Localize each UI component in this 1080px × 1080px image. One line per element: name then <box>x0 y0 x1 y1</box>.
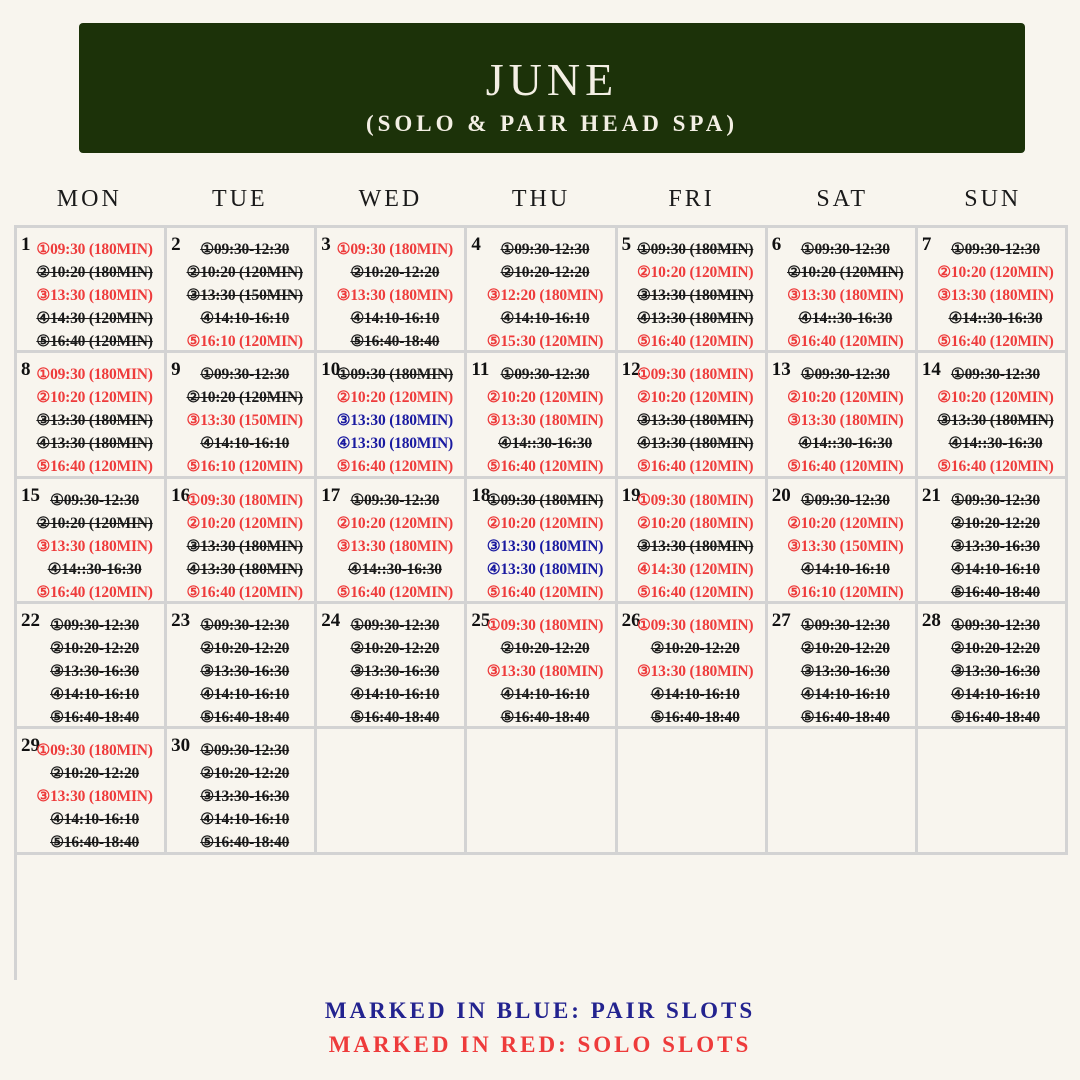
slot-list <box>27 363 162 478</box>
slot-list <box>778 238 913 353</box>
slot-list <box>27 238 162 353</box>
solo-slot: ⑤16:40 (120MIN) <box>36 458 153 476</box>
booked-slot: ①09:30-12:30 <box>800 617 890 634</box>
day-cell <box>467 604 617 729</box>
booked-slot: ④14:10-16:10 <box>200 310 290 327</box>
solo-slot: ⑤16:40 (120MIN) <box>486 583 604 601</box>
day-number: 6 <box>771 234 782 255</box>
solo-slot: ⑤16:40 (120MIN) <box>336 583 454 601</box>
booked-slot: ②10:20 (120MIN) <box>186 264 303 281</box>
solo-slot: ④14:30 (120MIN) <box>636 560 754 578</box>
slot-list <box>27 614 162 729</box>
booked-slot: ④14:10-16:10 <box>950 686 1040 703</box>
day-cell <box>618 604 768 729</box>
slot-list <box>778 489 913 604</box>
booked-slot: ④14::30-16:30 <box>798 310 893 327</box>
day-number: 19 <box>621 484 641 506</box>
day-number: 29 <box>21 735 40 757</box>
booked-slot: ④14:10-16:10 <box>650 686 740 703</box>
solo-slot: ②10:20 (120MIN) <box>636 264 754 281</box>
header-banner <box>79 23 1025 153</box>
booked-slot: ④13:30 (180MIN) <box>36 435 153 453</box>
day-cell <box>167 228 317 353</box>
slot-list <box>327 238 462 353</box>
booked-slot: ④14:10-16:10 <box>800 686 890 703</box>
booked-slot: ②10:20-12:20 <box>950 514 1040 532</box>
solo-slot: ③13:30 (150MIN) <box>787 537 904 555</box>
booked-slot: ②10:20-12:20 <box>200 765 290 783</box>
booked-slot: ①09:30-12:30 <box>950 366 1040 384</box>
booked-slot: ③13:30 (150MIN) <box>186 287 303 304</box>
day-number: 22 <box>21 610 40 631</box>
booked-slot: ②10:20-12:20 <box>50 640 140 657</box>
booked-slot: ④14:10-16:10 <box>500 686 590 703</box>
weekday-sat: SAT <box>816 186 869 212</box>
solo-slot: ①09:30 (180MIN) <box>36 366 153 384</box>
booked-slot: ②10:20-12:20 <box>500 264 590 281</box>
day-number: 8 <box>21 359 31 381</box>
day-number: 14 <box>921 359 941 381</box>
solo-slot: ③12:20 (180MIN) <box>486 287 604 304</box>
booked-slot: ②10:20 (120MIN) <box>787 264 904 281</box>
solo-slot: ③13:30 (180MIN) <box>486 412 604 430</box>
day-cell <box>768 353 918 478</box>
slot-list <box>177 489 312 604</box>
weekday-thu: THU <box>511 186 571 212</box>
slot-list <box>177 614 312 729</box>
booked-slot: ④14::30-16:30 <box>498 435 592 453</box>
day-cell <box>167 353 317 478</box>
booked-slot: ①09:30-12:30 <box>950 241 1040 258</box>
booked-slot: ⑤16:40-18:40 <box>950 709 1040 726</box>
booked-slot: ③13:30 (180MIN) <box>636 412 754 430</box>
solo-slot: ②10:20 (120MIN) <box>486 514 604 532</box>
solo-slot: ②10:20 (120MIN) <box>336 514 454 532</box>
solo-slot: ⑤16:40 (120MIN) <box>787 333 904 350</box>
calendar-grid <box>14 225 1068 980</box>
day-cell <box>167 479 317 604</box>
booked-slot: ②10:20-12:20 <box>350 264 440 281</box>
booked-slot: ①09:30 (180MIN) <box>336 366 454 384</box>
solo-slot: ③13:30 (180MIN) <box>636 663 754 680</box>
slot-list <box>628 238 763 353</box>
weekday-fri: FRI <box>668 186 715 212</box>
slot-list <box>27 489 162 604</box>
solo-slot: ③13:30 (180MIN) <box>787 412 904 430</box>
slot-list <box>628 614 763 729</box>
booked-slot: ①09:30-12:30 <box>200 617 290 634</box>
weekday-tue: TUE <box>212 186 268 212</box>
booked-slot: ①09:30 (180MIN) <box>486 491 604 509</box>
booked-slot: ①09:30-12:30 <box>350 491 440 509</box>
solo-slot: ③13:30 (180MIN) <box>486 663 604 680</box>
solo-slot: ①09:30 (180MIN) <box>636 366 754 384</box>
booked-slot: ①09:30-12:30 <box>500 366 590 384</box>
booked-slot: ③13:30 (180MIN) <box>36 412 153 430</box>
day-cell <box>317 228 467 353</box>
solo-slot: ⑤16:40 (120MIN) <box>937 333 1054 350</box>
booked-slot: ⑤16:40-18:40 <box>50 709 140 726</box>
solo-slot: ②10:20 (120MIN) <box>787 514 904 532</box>
day-cell <box>17 228 167 353</box>
booked-slot: ②10:20-12:20 <box>800 640 890 657</box>
booked-slot: ①09:30-12:30 <box>200 366 290 384</box>
booked-slot: ①09:30-12:30 <box>500 241 590 258</box>
booked-slot: ⑤16:40-18:40 <box>200 709 290 726</box>
slot-list <box>628 363 763 478</box>
solo-slot: ⑤16:40 (120MIN) <box>636 333 754 350</box>
booked-slot: ③13:30-16:30 <box>800 663 890 680</box>
booked-slot: ④14::30-16:30 <box>798 435 893 453</box>
booked-slot: ⑤16:40-18:40 <box>650 709 740 726</box>
booked-slot: ④14::30-16:30 <box>948 310 1043 327</box>
solo-slot: ①09:30 (180MIN) <box>336 241 454 258</box>
solo-slot: ③13:30 (180MIN) <box>36 287 153 304</box>
booked-slot: ④13:30 (180MIN) <box>186 560 303 578</box>
day-cell <box>17 604 167 729</box>
weekday-wed: WED <box>358 186 423 212</box>
booked-slot: ③13:30-16:30 <box>200 663 290 680</box>
pair-slot: ③13:30 (180MIN) <box>336 412 454 430</box>
solo-slot: ⑤16:40 (120MIN) <box>787 458 904 476</box>
booked-slot: ③13:30 (180MIN) <box>937 412 1054 430</box>
booked-slot: ③13:30-16:30 <box>350 663 440 680</box>
booked-slot: ②10:20-12:20 <box>650 640 740 657</box>
slot-list <box>477 614 612 729</box>
day-number: 17 <box>321 484 341 506</box>
day-cell <box>17 353 167 478</box>
booked-slot: ①09:30-12:30 <box>50 617 140 634</box>
solo-slot: ③13:30 (180MIN) <box>36 788 153 806</box>
day-number: 7 <box>921 234 932 255</box>
day-number: 24 <box>321 610 341 631</box>
day-number: 28 <box>921 610 941 631</box>
booked-slot: ④14::30-16:30 <box>347 560 442 578</box>
booked-slot: ③13:30 (180MIN) <box>186 537 303 555</box>
day-cell <box>317 353 467 478</box>
day-number: 3 <box>321 234 331 255</box>
booked-slot: ①09:30-12:30 <box>350 617 440 634</box>
solo-slot: ⑤16:40 (120MIN) <box>486 458 604 476</box>
booked-slot: ④14:10-16:10 <box>950 560 1040 578</box>
pair-slot: ③13:30 (180MIN) <box>486 537 604 555</box>
booked-slot: ③13:30-16:30 <box>950 663 1040 680</box>
empty-day-cell <box>467 729 617 854</box>
slot-list <box>27 739 162 854</box>
booked-slot: ②10:20-12:20 <box>500 640 590 657</box>
booked-slot: ⑤16:40-18:40 <box>200 834 290 852</box>
slot-list <box>778 614 913 729</box>
booked-slot: ③13:30 (180MIN) <box>636 537 754 555</box>
slot-list <box>177 363 312 478</box>
booked-slot: ④14:10-16:10 <box>200 811 290 829</box>
solo-slot: ②10:20 (120MIN) <box>937 389 1054 407</box>
booked-slot: ④13:30 (180MIN) <box>636 310 754 327</box>
weekday-mon: MON <box>56 186 122 212</box>
slot-list <box>928 238 1063 353</box>
solo-slot: ②10:20 (120MIN) <box>486 389 604 407</box>
legend-solo: MARKED IN RED: SOLO SLOTS <box>328 1032 752 1057</box>
booked-slot: ①09:30-12:30 <box>800 491 890 509</box>
solo-slot: ⑤16:10 (120MIN) <box>186 333 303 350</box>
slot-list <box>628 489 763 604</box>
day-number: 30 <box>171 735 191 757</box>
solo-slot: ①09:30 (180MIN) <box>486 617 604 634</box>
booked-slot: ④14:10-16:10 <box>200 686 290 703</box>
solo-slot: ⑤16:40 (120MIN) <box>336 458 454 476</box>
booked-slot: ④14::30-16:30 <box>948 435 1043 453</box>
booked-slot: ②10:20-12:20 <box>200 640 290 657</box>
solo-slot: ②10:20 (120MIN) <box>787 389 904 407</box>
day-cell <box>17 729 167 854</box>
solo-slot: ①09:30 (180MIN) <box>636 491 754 509</box>
booked-slot: ⑤16:40 (120MIN) <box>36 333 153 350</box>
booked-slot: ④14:10-16:10 <box>500 310 590 327</box>
solo-slot: ③13:30 (180MIN) <box>36 537 153 555</box>
solo-slot: ③13:30 (180MIN) <box>336 537 454 555</box>
day-cell <box>618 228 768 353</box>
day-cell <box>317 604 467 729</box>
weekday-sun: SUN <box>964 186 1022 212</box>
booked-slot: ③13:30-16:30 <box>200 788 290 806</box>
booked-slot: ⑤16:40-18:40 <box>950 583 1040 601</box>
day-number: 10 <box>321 359 341 381</box>
booked-slot: ④14:10-16:10 <box>800 560 890 578</box>
booked-slot: ②10:20-12:20 <box>50 765 140 783</box>
slot-list <box>327 614 462 729</box>
day-cell <box>618 353 768 478</box>
booked-slot: ①09:30-12:30 <box>200 742 290 760</box>
day-number: 11 <box>471 359 490 381</box>
slot-list <box>177 739 312 854</box>
booked-slot: ②10:20-12:20 <box>950 640 1040 657</box>
solo-slot: ⑤16:10 (120MIN) <box>787 583 904 601</box>
booked-slot: ③13:30 (180MIN) <box>636 287 754 304</box>
booked-slot: ①09:30-12:30 <box>200 241 290 258</box>
solo-slot: ②10:20 (180MIN) <box>636 514 754 532</box>
solo-slot: ⑤16:40 (120MIN) <box>186 583 303 601</box>
day-number: 27 <box>771 610 791 631</box>
day-number: 15 <box>21 484 40 506</box>
booked-slot: ①09:30-12:30 <box>800 366 890 384</box>
booked-slot: ②10:20 (120MIN) <box>186 389 303 407</box>
solo-slot: ③13:30 (150MIN) <box>186 412 303 430</box>
day-cell <box>768 479 918 604</box>
slot-list <box>928 363 1063 478</box>
slot-list <box>928 614 1063 729</box>
pair-slot: ④13:30 (180MIN) <box>336 435 454 453</box>
day-number: 21 <box>921 484 941 506</box>
day-number: 2 <box>171 234 181 255</box>
day-cell <box>768 604 918 729</box>
weekday-header-row <box>14 186 1068 216</box>
pair-slot: ④13:30 (180MIN) <box>486 560 604 578</box>
day-number: 9 <box>171 359 181 381</box>
booked-slot: ①09:30-12:30 <box>950 617 1040 634</box>
solo-slot: ③13:30 (180MIN) <box>336 287 454 304</box>
booked-slot: ①09:30-12:30 <box>50 491 140 509</box>
day-number: 12 <box>621 359 641 381</box>
booked-slot: ④14:10-16:10 <box>350 310 440 327</box>
solo-slot: ⑤15:30 (120MIN) <box>486 333 604 350</box>
day-cell <box>918 604 1068 729</box>
solo-slot: ②10:20 (120MIN) <box>636 389 754 407</box>
day-number: 18 <box>471 484 491 506</box>
solo-slot: ①09:30 (180MIN) <box>186 491 303 509</box>
empty-day-cell <box>768 729 918 854</box>
booked-slot: ④14:10-16:10 <box>50 686 140 703</box>
solo-slot: ⑤16:40 (120MIN) <box>937 458 1054 476</box>
booked-slot: ②10:20 (180MIN) <box>36 264 153 281</box>
day-cell <box>467 479 617 604</box>
solo-slot: ⑤16:40 (120MIN) <box>636 583 754 601</box>
day-cell <box>768 228 918 353</box>
booked-slot: ④14:10-16:10 <box>200 435 290 453</box>
booked-slot: ④13:30 (180MIN) <box>636 435 754 453</box>
solo-slot: ⑤16:40 (120MIN) <box>636 458 754 476</box>
page-title: JUNE <box>485 54 619 105</box>
day-cell <box>618 479 768 604</box>
day-cell <box>467 228 617 353</box>
day-number: 5 <box>621 234 632 255</box>
booked-slot: ②10:20-12:20 <box>350 640 440 657</box>
solo-slot: ③13:30 (180MIN) <box>787 287 904 304</box>
booked-slot: ⑤16:40-18:40 <box>500 709 590 726</box>
day-cell <box>167 729 317 854</box>
day-cell <box>918 228 1068 353</box>
solo-slot: ①09:30 (180MIN) <box>636 617 754 634</box>
day-number: 25 <box>471 610 491 631</box>
booked-slot: ⑤16:40-18:40 <box>350 709 440 726</box>
booked-slot: ④14:30 (120MIN) <box>36 310 153 327</box>
day-cell <box>467 353 617 478</box>
empty-day-cell <box>618 729 768 854</box>
empty-day-cell <box>317 729 467 854</box>
day-number: 23 <box>171 610 191 631</box>
slot-list <box>327 363 462 478</box>
day-number: 4 <box>471 234 481 255</box>
booked-slot: ①09:30 (180MIN) <box>636 241 754 258</box>
booked-slot: ⑤16:40-18:40 <box>800 709 890 726</box>
slot-list <box>477 238 612 353</box>
booked-slot: ①09:30-12:30 <box>950 491 1040 509</box>
booked-slot: ④14:10-16:10 <box>350 686 440 703</box>
solo-slot: ②10:20 (120MIN) <box>186 514 303 532</box>
slot-list <box>177 238 312 353</box>
booked-slot: ④14::30-16:30 <box>47 560 142 578</box>
day-cell <box>918 353 1068 478</box>
booked-slot: ②10:20 (120MIN) <box>36 514 153 532</box>
day-number: 16 <box>171 484 191 506</box>
slot-list <box>477 363 612 478</box>
solo-slot: ②10:20 (120MIN) <box>937 264 1054 281</box>
legend-pair: MARKED IN BLUE: PAIR SLOTS <box>324 998 756 1023</box>
booked-slot: ④14:10-16:10 <box>50 811 140 829</box>
day-cell <box>167 604 317 729</box>
day-number: 26 <box>621 610 641 631</box>
slot-list <box>327 489 462 604</box>
solo-slot: ①09:30 (180MIN) <box>36 241 153 258</box>
solo-slot: ③13:30 (180MIN) <box>937 287 1054 304</box>
solo-slot: ②10:20 (120MIN) <box>36 389 153 407</box>
solo-slot: ②10:20 (120MIN) <box>336 389 454 407</box>
booked-slot: ③13:30-16:30 <box>50 663 140 680</box>
solo-slot: ①09:30 (180MIN) <box>36 742 153 760</box>
day-number: 1 <box>21 234 31 255</box>
slot-list <box>778 363 913 478</box>
booked-slot: ⑤16:40-18:40 <box>350 333 440 350</box>
booked-slot: ③13:30-16:30 <box>950 537 1040 555</box>
day-number: 13 <box>771 359 791 381</box>
day-cell <box>918 479 1068 604</box>
solo-slot: ⑤16:40 (120MIN) <box>36 583 153 601</box>
slot-list <box>477 489 612 604</box>
booked-slot: ①09:30-12:30 <box>800 241 890 258</box>
day-cell <box>317 479 467 604</box>
booked-slot: ⑤16:40-18:40 <box>50 834 140 852</box>
empty-day-cell <box>918 729 1068 854</box>
day-number: 20 <box>771 484 791 506</box>
slot-list <box>928 489 1063 604</box>
solo-slot: ⑤16:10 (120MIN) <box>186 458 303 476</box>
page-subtitle: (SOLO & PAIR HEAD SPA) <box>365 111 739 136</box>
day-cell <box>17 479 167 604</box>
